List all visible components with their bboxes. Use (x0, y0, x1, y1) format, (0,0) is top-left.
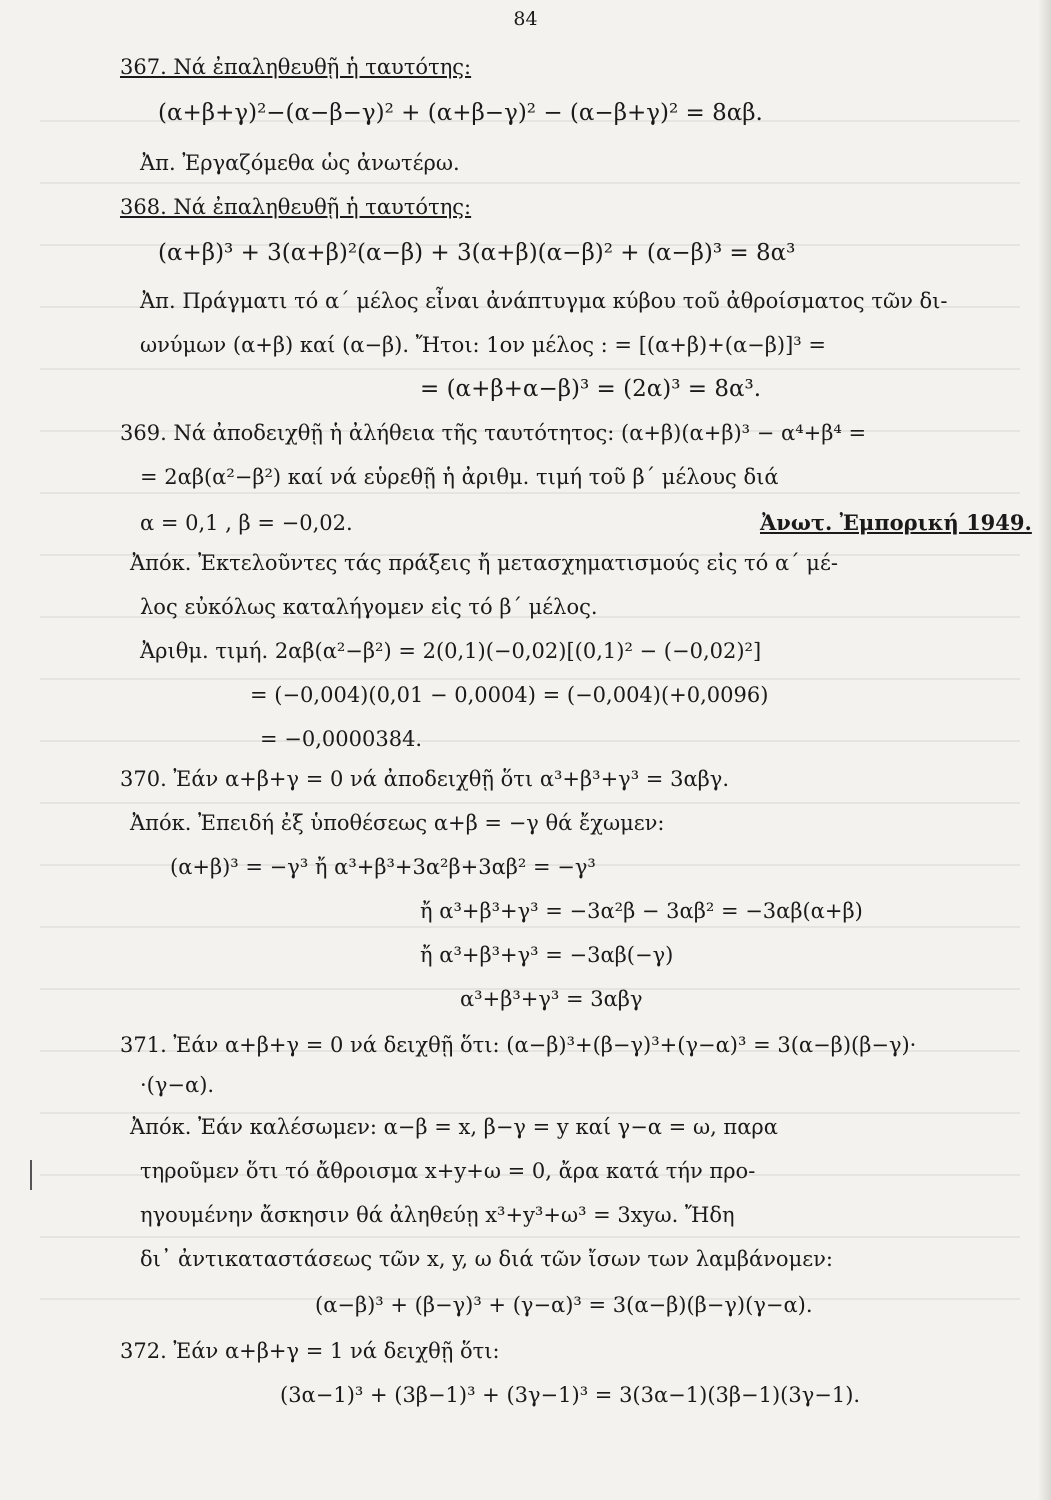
margin-mark (30, 1160, 32, 1190)
problem-369-text: = 2αβ(α²−β²) καί νά εὑρεθῇ ἡ ἀριθμ. τιμή τοῦ β΄ μέλους διά (140, 465, 779, 489)
problem-367-answer: Ἀπ. Ἐργαζόμεθα ὡς ἀνωτέρω. (140, 151, 460, 175)
problem-370-step-2: ἤ α³+β³+γ³ = −3α²β − 3αβ² = −3αβ(α+β) (420, 899, 863, 923)
problem-369-heading: 369. Νά ἀποδειχθῇ ἡ ἀλήθεια τῆς ταυτότητος: (α+β)(α+β)³ − α⁴+β⁴ = (120, 421, 867, 445)
problem-369-calc-line-2: = (−0,004)(0,01 − 0,0004) = (−0,004)(+0,0096) (250, 683, 769, 707)
problem-371-result: (α−β)³ + (β−γ)³ + (γ−α)³ = 3(α−β)(β−γ)(γ−α). (315, 1293, 813, 1317)
problem-368-answer-line-3: = (α+β+α−β)³ = (2α)³ = 8α³. (420, 376, 762, 402)
page-edge-shadow (1038, 0, 1051, 1500)
problem-371-heading: 371. Ἐάν α+β+γ = 0 νά δειχθῇ ὅτι: (α−β)³+(β−γ)³+(γ−α)³ = 3(α−β)(β−γ)· (120, 1033, 917, 1057)
problem-369-calc-result: = −0,0000384. (260, 727, 423, 751)
problem-371-answer-line-3: ηγουμένην ἄσκησιν θά ἀληθεύῃ x³+y³+ω³ = 3xyω. Ἤδη (140, 1203, 735, 1227)
problem-370-step-1: (α+β)³ = −γ³ ἤ α³+β³+3α²β+3αβ² = −γ³ (170, 855, 596, 879)
problem-370-heading: 370. Ἐάν α+β+γ = 0 νά ἀποδειχθῇ ὅτι α³+β³+γ³ = 3αβγ. (120, 767, 729, 791)
problem-367-identity: (α+β+γ)²−(α−β−γ)² + (α+β−γ)² − (α−β+γ)² = 8αβ. (158, 100, 763, 126)
problem-368-answer-line-2: ωνύμων (α+β) καί (α−β). Ἤτοι: 1ον μέλος : = [(α+β)+(α−β)]³ = (140, 333, 826, 357)
problem-367-heading: 367. Νά ἐπαληθευθῇ ἡ ταυτότης: (120, 55, 472, 79)
page-number: 84 (513, 8, 538, 30)
problem-371-answer-line-4: δι᾿ ἀντικαταστάσεως τῶν x, y, ω διά τῶν ἴσων των λαμβάνομεν: (140, 1247, 833, 1271)
problem-369-values: α = 0,1 , β = −0,02. (140, 511, 353, 535)
problem-370-answer-line-1: Ἀπόκ. Ἐπειδή ἐξ ὑποθέσεως α+β = −γ θά ἔχωμεν: (130, 811, 665, 835)
problem-372-heading: 372. Ἐάν α+β+γ = 1 νά δειχθῇ ὅτι: (120, 1339, 500, 1363)
problem-369-answer-line-2: λος εὐκόλως καταλήγομεν εἰς τό β΄ μέλος. (140, 595, 598, 619)
problem-369-source: Ἀνωτ. Ἐμπορική 1949. (760, 510, 1032, 535)
problem-368-heading: 368. Νά ἐπαληθευθῇ ἡ ταυτότης: (120, 195, 472, 219)
problem-371-answer-line-1: Ἀπόκ. Ἐάν καλέσωμεν: α−β = x, β−γ = y καί γ−α = ω, παρα (130, 1115, 778, 1139)
problem-370-step-4: α³+β³+γ³ = 3αβγ (460, 987, 643, 1011)
problem-368-identity: (α+β)³ + 3(α+β)²(α−β) + 3(α+β)(α−β)² + (α−β)³ = 8α³ (158, 240, 796, 266)
problem-371-heading-cont: ·(γ−α). (140, 1073, 215, 1097)
problem-370-step-3: ἤ α³+β³+γ³ = −3αβ(−γ) (420, 943, 674, 967)
problem-369-calc-line-1: Ἀριθμ. τιμή. 2αβ(α²−β²) = 2(0,1)(−0,02)[(0,1)² − (−0,02)²] (140, 639, 762, 663)
problem-372-identity: (3α−1)³ + (3β−1)³ + (3γ−1)³ = 3(3α−1)(3β−1)(3γ−1). (280, 1383, 861, 1407)
problem-368-answer-line-1: Ἀπ. Πράγματι τό α΄ μέλος εἶναι ἀνάπτυγμα κύβου τοῦ ἀθροίσματος τῶν δι- (140, 289, 948, 313)
problem-369-answer-line-1: Ἀπόκ. Ἐκτελοῦντες τάς πράξεις ἤ μετασχηματισμούς εἰς τό α΄ μέ- (130, 551, 838, 575)
problem-371-answer-line-2: τηροῦμεν ὅτι τό ἄθροισμα x+y+ω = 0, ἄρα κατά τήν προ- (140, 1159, 756, 1183)
